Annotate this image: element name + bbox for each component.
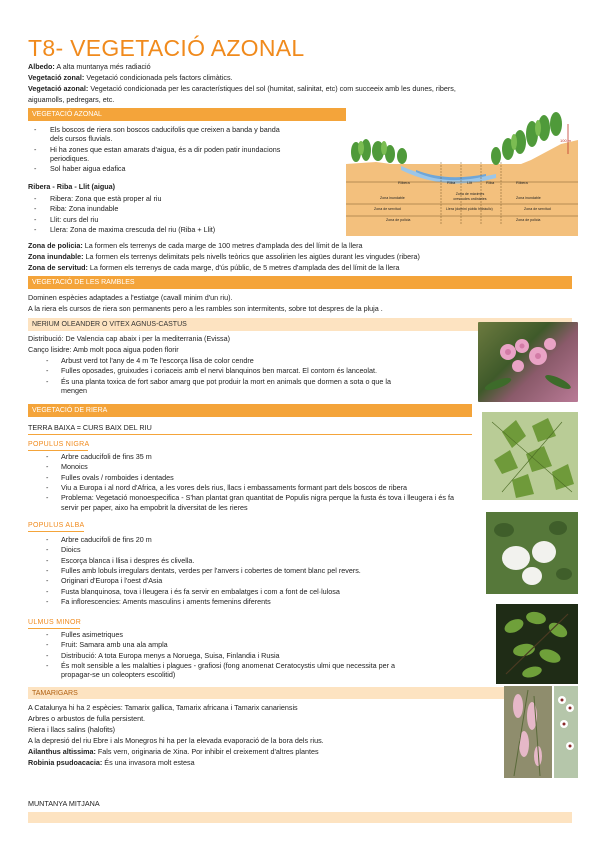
list-item: - Llit: curs del riu bbox=[28, 215, 348, 224]
populus-nigra-list bbox=[28, 452, 478, 513]
ulmus-minor-title: ULMUS MINOR bbox=[28, 619, 82, 626]
nerium-canco: Canço lisidre: Amb molt poca aigua poden florir bbox=[28, 345, 179, 354]
azonal-line-2: aiguamolls, pedregars, etc. bbox=[28, 95, 115, 104]
list-item: - Problema: Vegetació monoespecifica - S'han plantat gran quantitat de Populis nigra perque la fusta és tova i lleugera i és fa servir per paper, aixo ha empobrit la diversitat de les rieres bbox=[28, 493, 478, 512]
list-item: - Arbre caducifoli de fins 20 m bbox=[28, 535, 478, 544]
list-item: - Distribució: A tota Europa menys a Noruega, Suisa, Finlandia i Rusia bbox=[28, 651, 488, 660]
nerium-list bbox=[28, 356, 468, 396]
list-item: - Monoics bbox=[28, 462, 478, 471]
ulmus-list bbox=[28, 630, 488, 681]
populus-alba-list bbox=[28, 535, 478, 608]
list-item: - Els boscos de riera son boscos caducifolis que creixen a banda y banda dels cursos fluvials. bbox=[28, 125, 348, 144]
terra-baixa: TERRA BAIXA = CURS BAIX DEL RIU bbox=[28, 423, 152, 432]
populus-alba-title: POPULUS ALBA bbox=[28, 522, 85, 529]
list-item: - Fulles amb lobuls irregulars dentats, verdes per l'anvers i cobertes de toment blanc pel revers. bbox=[28, 566, 478, 575]
populus-nigra-title: POPULUS NIGRA bbox=[28, 441, 90, 448]
azonal-line: Vegetació azonal: Vegetació condicionada per les característiques del sol (humitat, salinitat, etc) com succeeix amb les dunes, ribers, bbox=[28, 84, 456, 93]
zonal-line: Vegetació zonal: Vegetació condicionada pels factors climàtics. bbox=[28, 73, 233, 82]
diagram-label: Ribera bbox=[516, 180, 528, 185]
list-item: - Llera: Zona de maxima crescuda del riu (Riba + Llit) bbox=[28, 225, 348, 234]
tamarigars-title: TAMARIGARS bbox=[28, 687, 548, 699]
divider bbox=[28, 450, 88, 451]
tamarix-photo-2 bbox=[554, 686, 578, 778]
muntanya-mitjana-title: MUNTANYA MITJANA bbox=[28, 799, 100, 808]
list-item: - Fusta blanquinosa, tova i lleugera i és fa servir en embalatges i com a font de cel·lulosa bbox=[28, 587, 478, 596]
list-item: - És molt sensible a les malalties i plagues - grafiosi (fong anomenat Ceratocystis ulmi que necessita per a propagar-se un coleopters escolitid) bbox=[28, 661, 488, 680]
diagram-label: Llera (domini públic hidràulic) bbox=[446, 207, 493, 211]
list-item: - Fulles asimetriques bbox=[28, 630, 488, 639]
tamarigars-line: Arbres o arbustos de fulla persistent. bbox=[28, 714, 146, 723]
diagram-label: Riba bbox=[486, 180, 495, 185]
ulmus-photo bbox=[496, 604, 578, 684]
robinia-line: Robinia psudoacacia: És una invasora molt estesa bbox=[28, 758, 195, 767]
tamarix-photo bbox=[504, 686, 552, 778]
diagram-label: Ribera bbox=[398, 180, 410, 185]
list-item: - Escorça blanca i llisa i despres és clivella. bbox=[28, 556, 478, 565]
list-item: - Fulles ovals / romboides i dentades bbox=[28, 473, 478, 482]
diagram-label: Llit bbox=[467, 180, 473, 185]
tamarigars-line: A la depresió del riu Ebre i als Monegros hi ha per la elevada evaporació de la bora dels rius. bbox=[28, 736, 324, 745]
tamarigars-line: Riera i llacs salins (halofits) bbox=[28, 725, 116, 734]
list-item: - Sol haber aigua edafica bbox=[28, 164, 348, 173]
section-riera: VEGETACIÓ DE RIERA bbox=[28, 404, 472, 417]
zona-servitud: Zona de servitud: La formen els terrenys de cada marge, d'ús públic, de 5 metres d'amplada des del límit de la llera bbox=[28, 263, 400, 272]
populus-alba-photo bbox=[486, 512, 578, 594]
list-item: - Arbre caducifoli de fins 35 m bbox=[28, 452, 478, 461]
divider bbox=[28, 628, 80, 629]
zona-inundable: Zona inundable: La formen els terrenys delimitats pels nivells teòrics que assolirien les aigües durant les vingudes (ribera) bbox=[28, 252, 420, 261]
nerium-distribution: Distribució: De Valencia cap abaix i per la mediterrania (Evissa) bbox=[28, 334, 231, 343]
diagram-label: Zona de servitud bbox=[374, 207, 401, 211]
diagram-label: Zona inundable bbox=[380, 196, 405, 200]
albedo-line: Albedo: A alta muntanya més radiació bbox=[28, 62, 151, 71]
ribera-header: Ribera - Riba - Llit (aigua) bbox=[28, 182, 116, 191]
list-item: - Originari d'Europa i l'oest d'Asia bbox=[28, 576, 478, 585]
list-item: - Dioics bbox=[28, 545, 478, 554]
section-nerium: NERIUM OLEANDER O VITEX AGNUS-CASTUS bbox=[28, 318, 572, 331]
divider bbox=[28, 531, 84, 532]
zona-policia: Zona de policia: La formen els terrenys de cada marge de 100 metres d'amplada des del límit de la llera bbox=[28, 241, 363, 250]
diagram-label: Zona de policia bbox=[516, 218, 541, 222]
list-item: - És una planta toxica de fort sabor amarg que pot produir la mort en animals que dormen a sota o que la mengen bbox=[28, 377, 468, 396]
page-title: T8- VEGETACIÓ AZONAL bbox=[28, 35, 305, 61]
list-item: - Viu a Europa i al nord d'Africa, a les vores dels rius, llacs i embassaments formant part dels boscos de ribera bbox=[28, 483, 478, 492]
section-azonal: VEGETACIÓ AZONAL bbox=[28, 108, 346, 121]
diagram-label: Zona de màximes crescudes ordinàries bbox=[453, 192, 487, 201]
divider bbox=[28, 434, 472, 435]
diagram-label: Zona inundable bbox=[516, 196, 541, 200]
list-item: - Fruit: Samara amb una ala ampla bbox=[28, 640, 488, 649]
populus-nigra-photo bbox=[482, 412, 578, 500]
ailanthus-line: Ailanthus altissima: Fals vern, originaria de Xina. Por inhibir el creixement d'altres plantes bbox=[28, 747, 319, 756]
list-item: - Fa inflorescencies: Aments masculins i aments femenins diferents bbox=[28, 597, 478, 606]
list-item: - Ribera: Zona que està proper al riu bbox=[28, 194, 348, 203]
list-item: - Arbust verd tot l'any de 4 m Te l'escorça llisa de color cendre bbox=[28, 356, 468, 365]
rambles-line: Dominen espècies adaptades a l'estiatge (cavall minim d'un riu). bbox=[28, 293, 233, 302]
diagram-label: 100 m bbox=[560, 138, 572, 143]
section-rambles: VEGETACIÓ DE LES RAMBLES bbox=[28, 276, 572, 289]
diagram-label: Riba bbox=[447, 180, 456, 185]
muntanya-band bbox=[28, 812, 572, 823]
diagram-label: Zona de policia bbox=[386, 218, 411, 222]
list-item: - Fulles oposades, gruixudes i coriaceis amb el nervi blanquinos ben marcat. El contorn és lanceolat. bbox=[28, 366, 468, 375]
tamarigars-line: A Catalunya hi ha 2 espècies: Tamarix gallica, Tamarix africana i Tamarix canariensis bbox=[28, 703, 298, 712]
river-cross-section-diagram bbox=[346, 104, 578, 236]
rambles-line: A la riera els cursos de riera son permanents pero a les rambles son intermitents, sobre tot despres de la pluja . bbox=[28, 304, 383, 313]
diagram-label: Zona de servitud bbox=[524, 207, 551, 211]
azonal-bullets bbox=[28, 125, 348, 175]
list-item: - Hi ha zones que estan amarats d'aigua, és a dir poden patir inundacions periodiques. bbox=[28, 145, 348, 164]
ribera-list bbox=[28, 194, 348, 235]
nerium-photo bbox=[478, 322, 578, 402]
list-item: - Riba: Zona inundable bbox=[28, 204, 348, 213]
